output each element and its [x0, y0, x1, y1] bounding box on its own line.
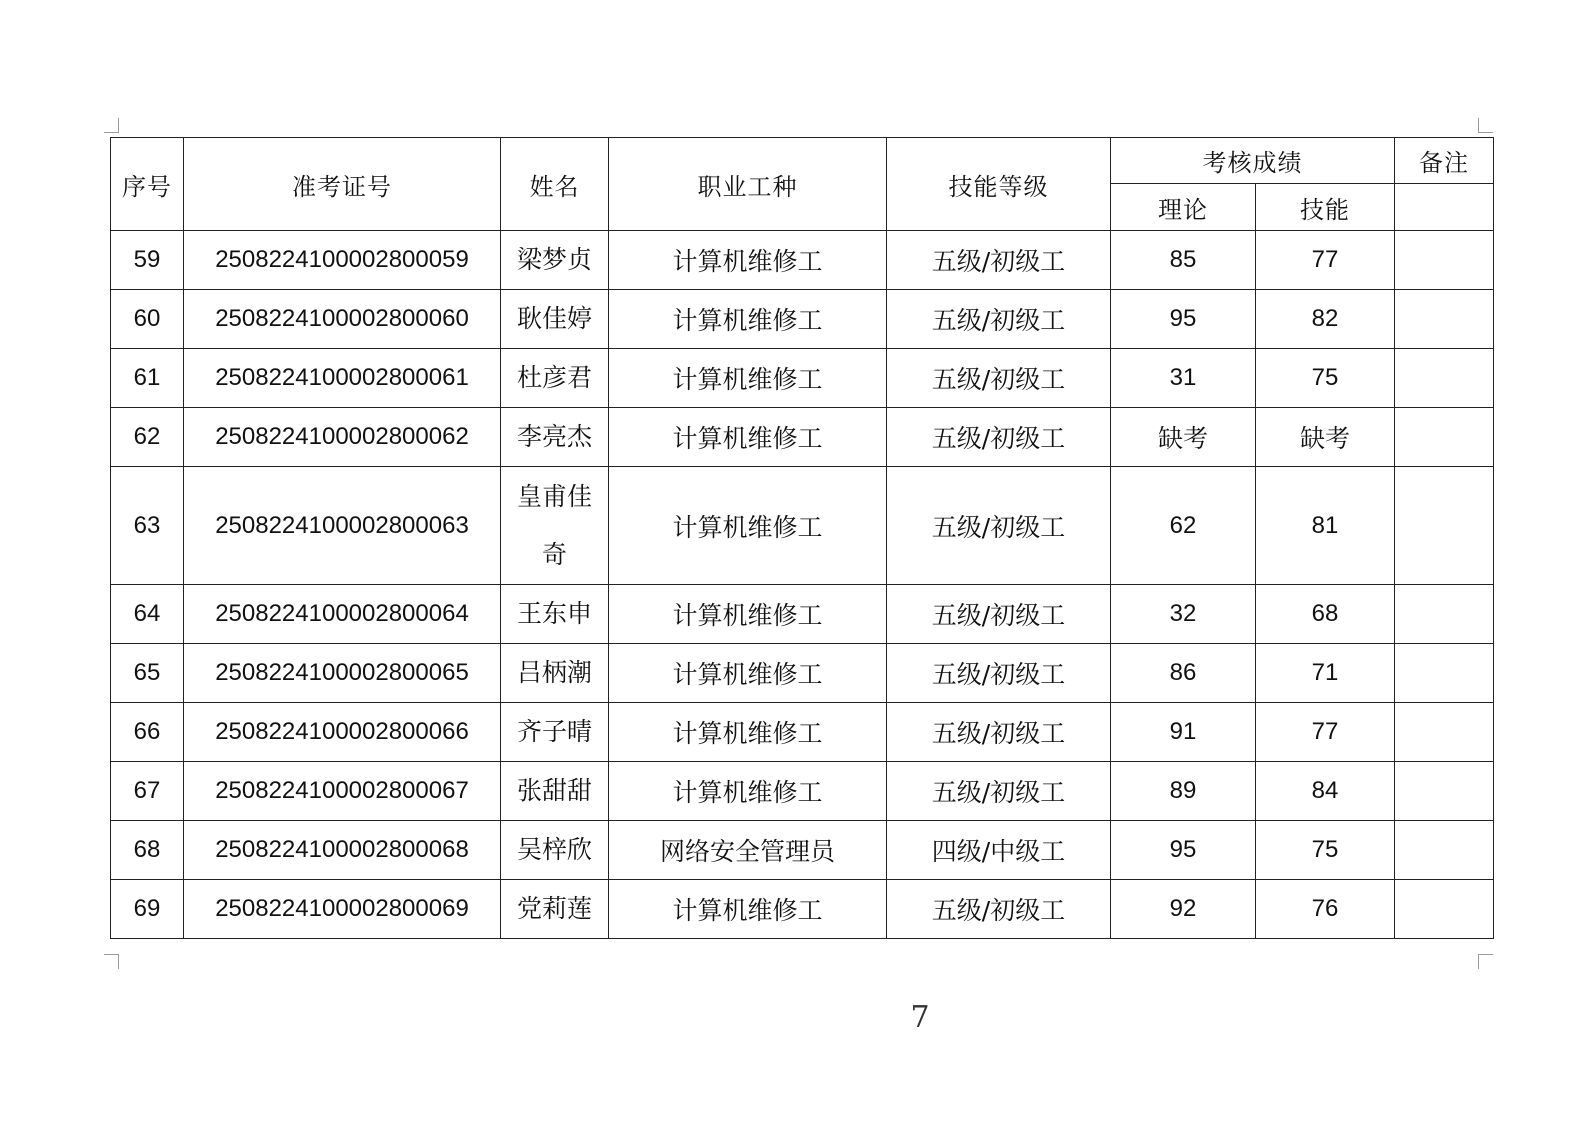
- cell-remarks: [1395, 821, 1494, 880]
- cell-remarks: [1395, 349, 1494, 408]
- header-exam-id: 准考证号: [184, 138, 501, 231]
- table-row: [111, 585, 1494, 644]
- table-row: [111, 644, 1494, 703]
- header-remarks: 备注: [1395, 138, 1494, 184]
- cell-occupation: 计算机维修工: [609, 762, 887, 821]
- cell-skill-level: 五级/初级工: [887, 349, 1111, 408]
- cell-theory: 92: [1111, 880, 1256, 939]
- crop-mark-top-right: [1478, 118, 1493, 133]
- cell-remarks: [1395, 762, 1494, 821]
- cell-seq: 66: [111, 703, 184, 762]
- cell-occupation: 计算机维修工: [609, 290, 887, 349]
- cell-name-line-1: 皇甫佳: [516, 481, 592, 511]
- cell-seq: 69: [111, 880, 184, 939]
- cell-exam-id: 2508224100002800067: [184, 762, 501, 821]
- cell-occupation: 网络安全管理员: [609, 821, 887, 880]
- cell-exam-id: 2508224100002800065: [184, 644, 501, 703]
- cell-skill: 缺考: [1256, 408, 1395, 467]
- cell-occupation: 计算机维修工: [609, 644, 887, 703]
- cell-theory: 89: [1111, 762, 1256, 821]
- cell-exam-id: 2508224100002800062: [184, 408, 501, 467]
- cell-occupation: 计算机维修工: [609, 408, 887, 467]
- cell-name: 梁梦贞: [501, 231, 609, 290]
- crop-mark-top-left: [104, 118, 119, 133]
- cell-seq: 61: [111, 349, 184, 408]
- cell-name: 杜彦君: [501, 349, 609, 408]
- cell-name: 李亮杰: [501, 408, 609, 467]
- cell-skill: 81: [1256, 467, 1395, 585]
- table-row: [111, 408, 1494, 467]
- cell-occupation: 计算机维修工: [609, 231, 887, 290]
- cell-theory: 32: [1111, 585, 1256, 644]
- table-row: [111, 880, 1494, 939]
- cell-occupation: 计算机维修工: [609, 703, 887, 762]
- cell-seq: 65: [111, 644, 184, 703]
- cell-skill: 84: [1256, 762, 1395, 821]
- cell-exam-id: 2508224100002800068: [184, 821, 501, 880]
- cell-theory: 62: [1111, 467, 1256, 585]
- cell-seq: 67: [111, 762, 184, 821]
- cell-occupation: 计算机维修工: [609, 349, 887, 408]
- cell-skill: 82: [1256, 290, 1395, 349]
- cell-skill: 77: [1256, 231, 1395, 290]
- cell-remarks: [1395, 467, 1494, 585]
- table-row: [111, 703, 1494, 762]
- cell-theory: 95: [1111, 821, 1256, 880]
- cell-seq: 68: [111, 821, 184, 880]
- crop-mark-bottom-right: [1478, 954, 1493, 969]
- cell-skill: 71: [1256, 644, 1395, 703]
- cell-skill-level: 五级/初级工: [887, 880, 1111, 939]
- header-occupation: 职业工种: [609, 138, 887, 231]
- cell-exam-id: 2508224100002800061: [184, 349, 501, 408]
- cell-seq: 60: [111, 290, 184, 349]
- cell-theory: 31: [1111, 349, 1256, 408]
- cell-theory: 缺考: [1111, 408, 1256, 467]
- cell-exam-id: 2508224100002800069: [184, 880, 501, 939]
- cell-skill: 68: [1256, 585, 1395, 644]
- cell-theory: 86: [1111, 644, 1256, 703]
- header-skill-level: 技能等级: [887, 138, 1111, 231]
- cell-skill-level: 五级/初级工: [887, 585, 1111, 644]
- cell-seq: 62: [111, 408, 184, 467]
- cell-skill-level: 五级/初级工: [887, 762, 1111, 821]
- table-row: [111, 467, 1494, 585]
- cell-name: [501, 467, 609, 585]
- cell-name: 张甜甜: [501, 762, 609, 821]
- cell-remarks: [1395, 408, 1494, 467]
- exam-results-table: [110, 137, 1494, 939]
- cell-exam-id: 2508224100002800060: [184, 290, 501, 349]
- cell-theory: 85: [1111, 231, 1256, 290]
- cell-remarks: [1395, 290, 1494, 349]
- table-row: [111, 290, 1494, 349]
- cell-name: 党莉莲: [501, 880, 609, 939]
- cell-theory: 95: [1111, 290, 1256, 349]
- cell-name: 吕柄潮: [501, 644, 609, 703]
- cell-occupation: 计算机维修工: [609, 467, 887, 585]
- cell-name: 耿佳婷: [501, 290, 609, 349]
- cell-skill: 75: [1256, 349, 1395, 408]
- header-skill: 技能: [1256, 184, 1395, 231]
- cell-name: 齐子晴: [501, 703, 609, 762]
- cell-remarks: [1395, 703, 1494, 762]
- crop-mark-bottom-left: [104, 954, 119, 969]
- table-row: [111, 821, 1494, 880]
- cell-name: 王东申: [501, 585, 609, 644]
- header-theory: 理论: [1111, 184, 1256, 231]
- cell-exam-id: 2508224100002800063: [184, 467, 501, 585]
- cell-remarks: [1395, 644, 1494, 703]
- cell-exam-id: 2508224100002800064: [184, 585, 501, 644]
- cell-skill: 76: [1256, 880, 1395, 939]
- cell-skill: 77: [1256, 703, 1395, 762]
- table-row: [111, 762, 1494, 821]
- header-scores-group: 考核成绩: [1111, 138, 1395, 184]
- page-number: 7: [910, 1000, 930, 1035]
- cell-name-line-2: 奇: [541, 539, 567, 569]
- cell-theory: 91: [1111, 703, 1256, 762]
- table-row: [111, 349, 1494, 408]
- cell-skill-level: 五级/初级工: [887, 703, 1111, 762]
- cell-seq: 63: [111, 467, 184, 585]
- cell-exam-id: 2508224100002800059: [184, 231, 501, 290]
- cell-skill-level: 五级/初级工: [887, 467, 1111, 585]
- header-name: 姓名: [501, 138, 609, 231]
- table-header-row: [111, 138, 1494, 184]
- cell-remarks: [1395, 880, 1494, 939]
- header-remarks-blank: [1395, 184, 1494, 231]
- cell-remarks: [1395, 231, 1494, 290]
- cell-skill: 75: [1256, 821, 1395, 880]
- cell-exam-id: 2508224100002800066: [184, 703, 501, 762]
- cell-occupation: 计算机维修工: [609, 880, 887, 939]
- cell-remarks: [1395, 585, 1494, 644]
- cell-seq: 59: [111, 231, 184, 290]
- cell-seq: 64: [111, 585, 184, 644]
- table-row: [111, 231, 1494, 290]
- cell-name: 吴梓欣: [501, 821, 609, 880]
- cell-skill-level: 五级/初级工: [887, 644, 1111, 703]
- cell-occupation: 计算机维修工: [609, 585, 887, 644]
- cell-skill-level: 五级/初级工: [887, 408, 1111, 467]
- cell-skill-level: 四级/中级工: [887, 821, 1111, 880]
- cell-skill-level: 五级/初级工: [887, 290, 1111, 349]
- header-seq: 序号: [111, 138, 184, 231]
- cell-skill-level: 五级/初级工: [887, 231, 1111, 290]
